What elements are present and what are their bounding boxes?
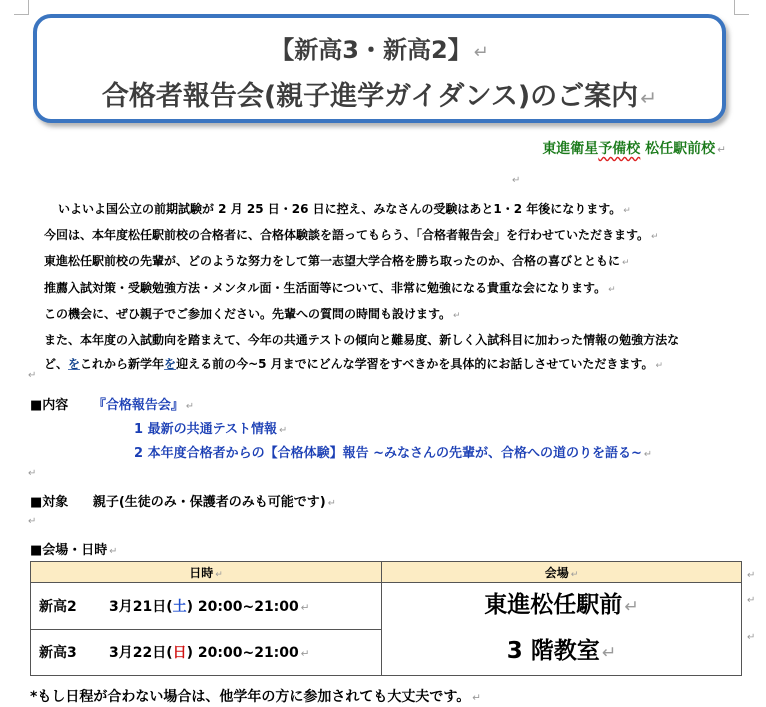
venue-line-2 bbox=[382, 629, 741, 675]
content-item-1-text: 1 最新の共通テスト情報 bbox=[134, 422, 278, 437]
schedule-row-1-date-pre: 3月21日( bbox=[109, 598, 173, 615]
school-name-suffix: 松任駅前校 bbox=[640, 141, 716, 157]
schedule-table bbox=[30, 561, 742, 676]
footer-note-text: *もし日程が合わない場合は、他学年の方に参加されても大丈夫です。 bbox=[30, 689, 471, 705]
schedule-row-1-date-post: ) bbox=[186, 598, 194, 615]
return-mark: ↵ bbox=[473, 42, 489, 63]
return-mark: ↵ bbox=[655, 361, 663, 372]
intro-line-7-post: 迎える前の今~5 月までにどんな学習をすべきかを具体的にお話しさせていただきます。 bbox=[176, 357, 654, 372]
return-mark: ↵ bbox=[279, 425, 288, 436]
return-mark: ↵ bbox=[570, 569, 579, 580]
intro-line-2 bbox=[44, 223, 744, 249]
target-label: ■対象 bbox=[30, 495, 69, 510]
school-name bbox=[542, 138, 726, 158]
return-mark-empty-line: ↵ bbox=[28, 370, 37, 381]
intro-line-5 bbox=[44, 302, 744, 328]
return-mark-empty-line: ↵ bbox=[28, 468, 37, 479]
return-mark: ↵ bbox=[643, 449, 653, 460]
content-item-2-text: 2 本年度合格者からの【合格体験】報告 ~みなさんの先輩が、合格への道のりを語る~ bbox=[134, 446, 642, 461]
return-mark: ↵ bbox=[717, 144, 726, 156]
title-line-1-text: 【新高3・新高2】 bbox=[270, 36, 472, 64]
intro-line-6-text: また、本年度の入試動向を踏まえて、今年の共通テストの傾向と難易度、新しく入試科目に加わった情報の勉強方法な bbox=[44, 333, 680, 348]
title-line-2 bbox=[37, 74, 722, 113]
content-item-2 bbox=[134, 442, 652, 461]
title-line-1 bbox=[37, 30, 722, 65]
schedule-row-1-weekday: 土 bbox=[172, 598, 187, 615]
venue-line-2-text: 3 階教室 bbox=[506, 638, 600, 664]
return-mark: ↵ bbox=[601, 643, 617, 663]
intro-line-1 bbox=[44, 197, 744, 223]
intro-line-4-text: 推薦入試対策・受験勉強方法・メンタル面・生活面等について、非常に勉強になる貴重な会になります。 bbox=[44, 280, 607, 295]
return-mark-row-end: ↵ bbox=[747, 595, 756, 606]
venue-line-1 bbox=[382, 583, 741, 629]
return-mark: ↵ bbox=[300, 601, 310, 614]
intro-line-1-text: いよいよ国公立の前期試験が 2 月 25 日・26 日に控え、みなさんの受験はあと1・2 年後になります。 bbox=[58, 202, 622, 216]
content-label: ■内容 bbox=[30, 398, 69, 413]
schedule-row-1-date bbox=[31, 583, 382, 630]
return-mark: ↵ bbox=[622, 258, 630, 269]
intro-line-3 bbox=[44, 249, 744, 275]
return-mark: ↵ bbox=[215, 569, 223, 580]
return-mark-empty-line: ↵ bbox=[512, 175, 521, 186]
schedule-venue bbox=[382, 583, 742, 676]
venue-line-1-text: 東進松任駅前 bbox=[484, 592, 623, 618]
schedule-header-row bbox=[31, 562, 742, 583]
return-mark-row-end: ↵ bbox=[747, 632, 756, 643]
venue-date-section bbox=[30, 539, 117, 558]
crop-mark-top-left bbox=[14, 0, 29, 15]
intro-line-7-pre: ど、 bbox=[44, 357, 69, 372]
venue-date-label: ■会場・日時 bbox=[30, 543, 108, 558]
intro-paragraph bbox=[44, 197, 744, 378]
schedule-row-2-date-post: ) bbox=[186, 645, 194, 662]
intro-line-4 bbox=[44, 276, 744, 302]
intro-line-6 bbox=[44, 328, 744, 352]
schedule-header-date bbox=[31, 562, 382, 583]
intro-line-7-mid: これから新学年 bbox=[80, 357, 165, 372]
target-section bbox=[30, 491, 336, 510]
intro-line-7-underlined-1: を bbox=[68, 357, 81, 372]
return-mark: ↵ bbox=[109, 546, 118, 557]
return-mark-empty-line: ↵ bbox=[28, 516, 37, 527]
intro-line-2-text: 今回は、本年度松任駅前校の合格者に、合格体験談を語ってもらう、「合格者報告会」を行わせていただきます。 bbox=[44, 228, 650, 243]
intro-line-3-text: 東進松任駅前校の先輩が、どのような努力をして第一志望大学合格を勝ち取ったのか、合格の喜びとともに bbox=[44, 254, 621, 269]
return-mark: ↵ bbox=[453, 310, 461, 321]
schedule-row-2-date-pre: 3月22日( bbox=[109, 645, 173, 662]
title-box bbox=[33, 14, 726, 123]
content-item-1 bbox=[134, 418, 287, 437]
schedule-row-2-weekday: 日 bbox=[172, 645, 187, 662]
return-mark: ↵ bbox=[300, 648, 310, 661]
schedule-header-venue bbox=[382, 562, 742, 583]
return-mark: ↵ bbox=[185, 401, 195, 412]
school-name-squiggle: 予備校 bbox=[598, 141, 641, 157]
schedule-row-2-date bbox=[31, 629, 382, 676]
return-mark: ↵ bbox=[624, 597, 639, 617]
intro-line-5-text: この機会に、ぜひ親子でご参加ください。先輩への質問の時間も設けます。 bbox=[44, 306, 452, 321]
crop-mark-top-right bbox=[734, 0, 749, 15]
schedule-header-venue-text: 会場 bbox=[544, 565, 569, 580]
return-mark: ↵ bbox=[472, 692, 482, 704]
schedule-row-1-grade: 新高2 bbox=[39, 598, 77, 615]
schedule-row-2-grade: 新高3 bbox=[39, 645, 77, 662]
schedule-row-1-time: 20:00~21:00 bbox=[197, 598, 299, 615]
footer-note bbox=[30, 686, 481, 706]
school-name-prefix: 東進衛星 bbox=[542, 141, 599, 157]
content-section bbox=[30, 394, 194, 413]
return-mark: ↵ bbox=[608, 284, 616, 295]
content-event-name: 『合格報告会』 bbox=[92, 398, 184, 413]
return-mark-row-end: ↵ bbox=[747, 570, 756, 581]
return-mark: ↵ bbox=[327, 498, 336, 509]
target-value: 親子(生徒のみ・保護者のみも可能です) bbox=[92, 495, 326, 510]
schedule-row-2-time: 20:00~21:00 bbox=[197, 645, 299, 662]
intro-line-7 bbox=[44, 352, 744, 378]
return-mark: ↵ bbox=[651, 232, 659, 243]
intro-line-7-underlined-2: を bbox=[164, 357, 177, 372]
return-mark: ↵ bbox=[623, 206, 631, 216]
title-line-2-text: 合格者報告会(親子進学ガイダンス)のご案内 bbox=[101, 81, 639, 112]
schedule-header-date-text: 日時 bbox=[189, 565, 214, 580]
schedule-row bbox=[31, 583, 742, 630]
return-mark: ↵ bbox=[640, 86, 658, 110]
